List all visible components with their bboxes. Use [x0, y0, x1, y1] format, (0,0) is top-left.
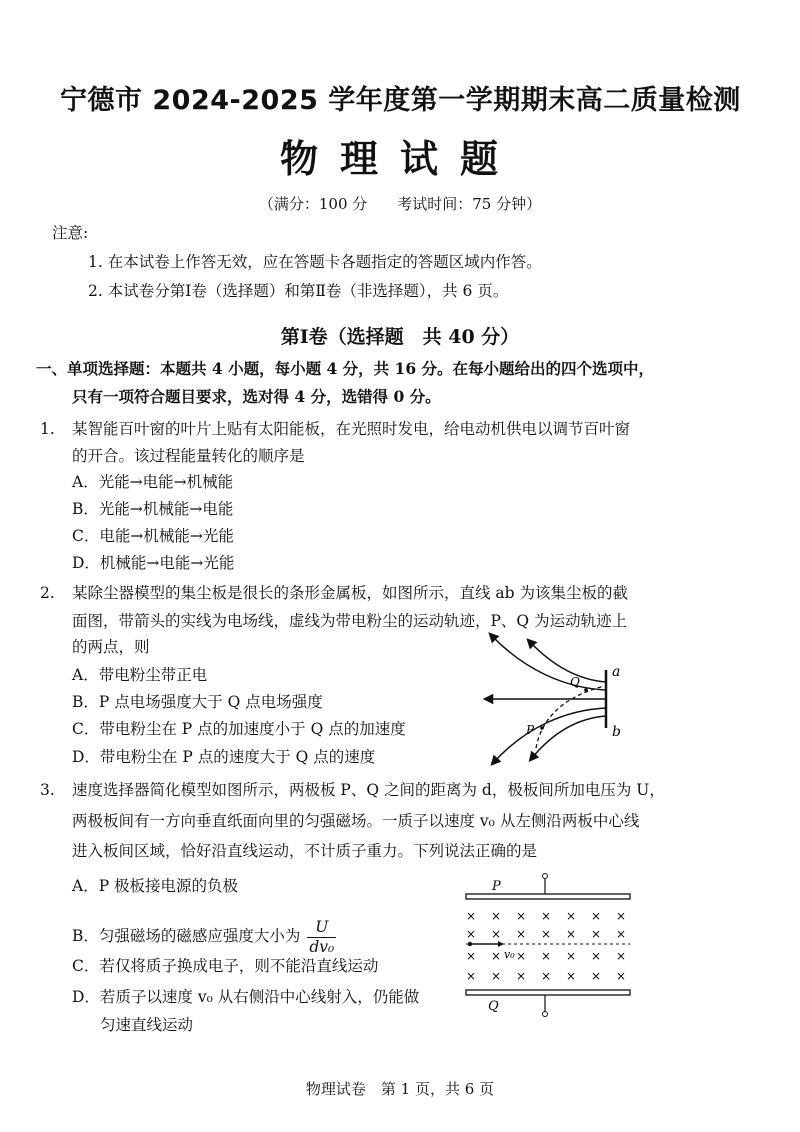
field-cross: × — [566, 949, 577, 963]
field-cross: × — [491, 909, 502, 923]
field-cross: × — [491, 969, 502, 983]
field-cross: × — [591, 969, 602, 983]
field-cross: × — [616, 909, 627, 923]
point-q — [584, 688, 588, 692]
fraction — [307, 918, 336, 956]
label-q: Q — [488, 999, 499, 1014]
plate-p — [466, 894, 630, 899]
field-cross: × — [466, 969, 477, 983]
field-cross: × — [516, 909, 527, 923]
question-number: 3. — [40, 781, 55, 799]
option-a: A．P 极板接电源的负极 — [72, 877, 239, 895]
question-number: 1. — [40, 420, 55, 438]
field-cross: × — [516, 949, 527, 963]
option-a: A．光能→电能→机械能 — [72, 473, 234, 491]
exam-title: 宁德市 2024-2025 学年度第一学期期末高二质量检测 — [60, 85, 741, 116]
option-c: C．若仅将质子换成电子，则不能沿直线运动 — [72, 957, 379, 975]
question-stem: 某除尘器模型的集尘板是很长的条形金属板，如图所示，直线 ab 为该集尘板的截 — [72, 584, 629, 602]
page-footer: 物理试卷 第 1 页，共 6 页 — [305, 1080, 495, 1098]
question-stem: 两极板间有一方向垂直纸面向里的匀强磁场。一质子以速度 v₀ 从左侧沿两板中心线 — [72, 812, 640, 830]
point-p — [540, 726, 544, 730]
field-cross: × — [516, 969, 527, 983]
notice-item: 2. 本试卷分第Ⅰ卷（选择题）和第Ⅱ卷（非选择题），共 6 页。 — [88, 282, 509, 300]
field-cross: × — [491, 949, 502, 963]
option-d: D．带电粉尘在 P 点的速度大于 Q 点的速度 — [72, 748, 376, 766]
question-stem: 的开合。该过程能量转化的顺序是 — [72, 447, 305, 465]
field-cross: × — [466, 927, 477, 941]
field-line — [492, 636, 606, 690]
field-cross: × — [566, 909, 577, 923]
question-stem: 进入板间区域，恰好沿直线运动，不计质子重力。下列说法正确的是 — [72, 842, 538, 860]
field-cross: × — [591, 909, 602, 923]
section-instruction: 只有一项符合题目要求，选对得 4 分，选错得 0 分。 — [72, 387, 441, 406]
field-cross: × — [616, 969, 627, 983]
magnetic-field-crosses — [466, 909, 626, 983]
field-cross: × — [541, 969, 552, 983]
option-d: D．若质子以速度 v₀ 从右侧沿中心线射入，仍能做 — [72, 988, 420, 1006]
question-stem: 的两点，则 — [72, 638, 150, 656]
field-cross: × — [591, 927, 602, 941]
label-a: a — [612, 664, 621, 680]
option-a: A．带电粉尘带正电 — [72, 666, 208, 684]
field-cross: × — [541, 927, 552, 941]
field-line — [532, 716, 606, 758]
option-b — [72, 918, 336, 956]
plate-q — [466, 990, 630, 995]
terminal-q — [543, 1012, 548, 1017]
option-c: C．电能→机械能→光能 — [72, 527, 234, 545]
exam-subject: 物理试题 — [279, 136, 520, 181]
dust-collector-figure — [470, 628, 630, 770]
question-stem: 某智能百叶窗的叶片上贴有太阳能板，在光照时发电，给电动机供电以调节百叶窗 — [72, 420, 631, 438]
field-line — [530, 642, 606, 682]
fraction-denominator: dv₀ — [309, 937, 335, 956]
label-q: Q — [570, 675, 580, 689]
field-cross: × — [566, 969, 577, 983]
velocity-arrowhead — [498, 941, 504, 947]
notice-label: 注意: — [52, 224, 89, 242]
field-cross: × — [466, 949, 477, 963]
option-c: C．带电粉尘在 P 点的加速度小于 Q 点的加速度 — [72, 720, 406, 738]
field-cross: × — [541, 949, 552, 963]
section-instruction: 一、单项选择题：本题共 4 小题，每小题 4 分，共 16 分。在每小题给出的四个选项中， — [36, 359, 655, 378]
option-b: B．P 点电场强度大于 Q 点电场强度 — [72, 693, 323, 711]
option-b: B．光能→机械能→电能 — [72, 500, 234, 518]
label-v0: v₀ — [504, 948, 515, 961]
exam-info: （满分：100 分 考试时间：75 分钟） — [258, 195, 542, 213]
field-cross: × — [616, 949, 627, 963]
fraction-numerator: U — [307, 918, 336, 938]
field-cross: × — [591, 949, 602, 963]
option-b-text: B．匀强磁场的磁感应强度大小为 — [72, 927, 301, 946]
field-cross: × — [541, 909, 552, 923]
field-cross: × — [466, 909, 477, 923]
label-p: P — [526, 723, 535, 737]
field-cross: × — [516, 927, 527, 941]
label-b: b — [612, 724, 621, 740]
label-p: P — [492, 879, 501, 894]
field-cross: × — [491, 927, 502, 941]
question-number: 2. — [40, 584, 55, 602]
section-title: 第Ⅰ卷（选择题 共 40 分） — [280, 326, 520, 348]
velocity-selector-figure — [458, 872, 638, 1022]
field-cross: × — [616, 927, 627, 941]
question-stem: 面图，带箭头的实线为电场线，虚线为带电粉尘的运动轨迹，P、Q 为运动轨迹上 — [72, 612, 628, 630]
option-d-cont: 匀速直线运动 — [100, 1016, 194, 1034]
notice-item: 1. 在本试卷上作答无效，应在答题卡各题指定的答题区域内作答。 — [88, 253, 542, 271]
option-d: D．机械能→电能→光能 — [72, 554, 235, 572]
question-stem: 速度选择器简化模型如图所示，两极板 P、Q 之间的距离为 d，极板间所加电压为 U， — [72, 781, 665, 799]
terminal-p — [543, 874, 548, 879]
field-cross: × — [566, 927, 577, 941]
